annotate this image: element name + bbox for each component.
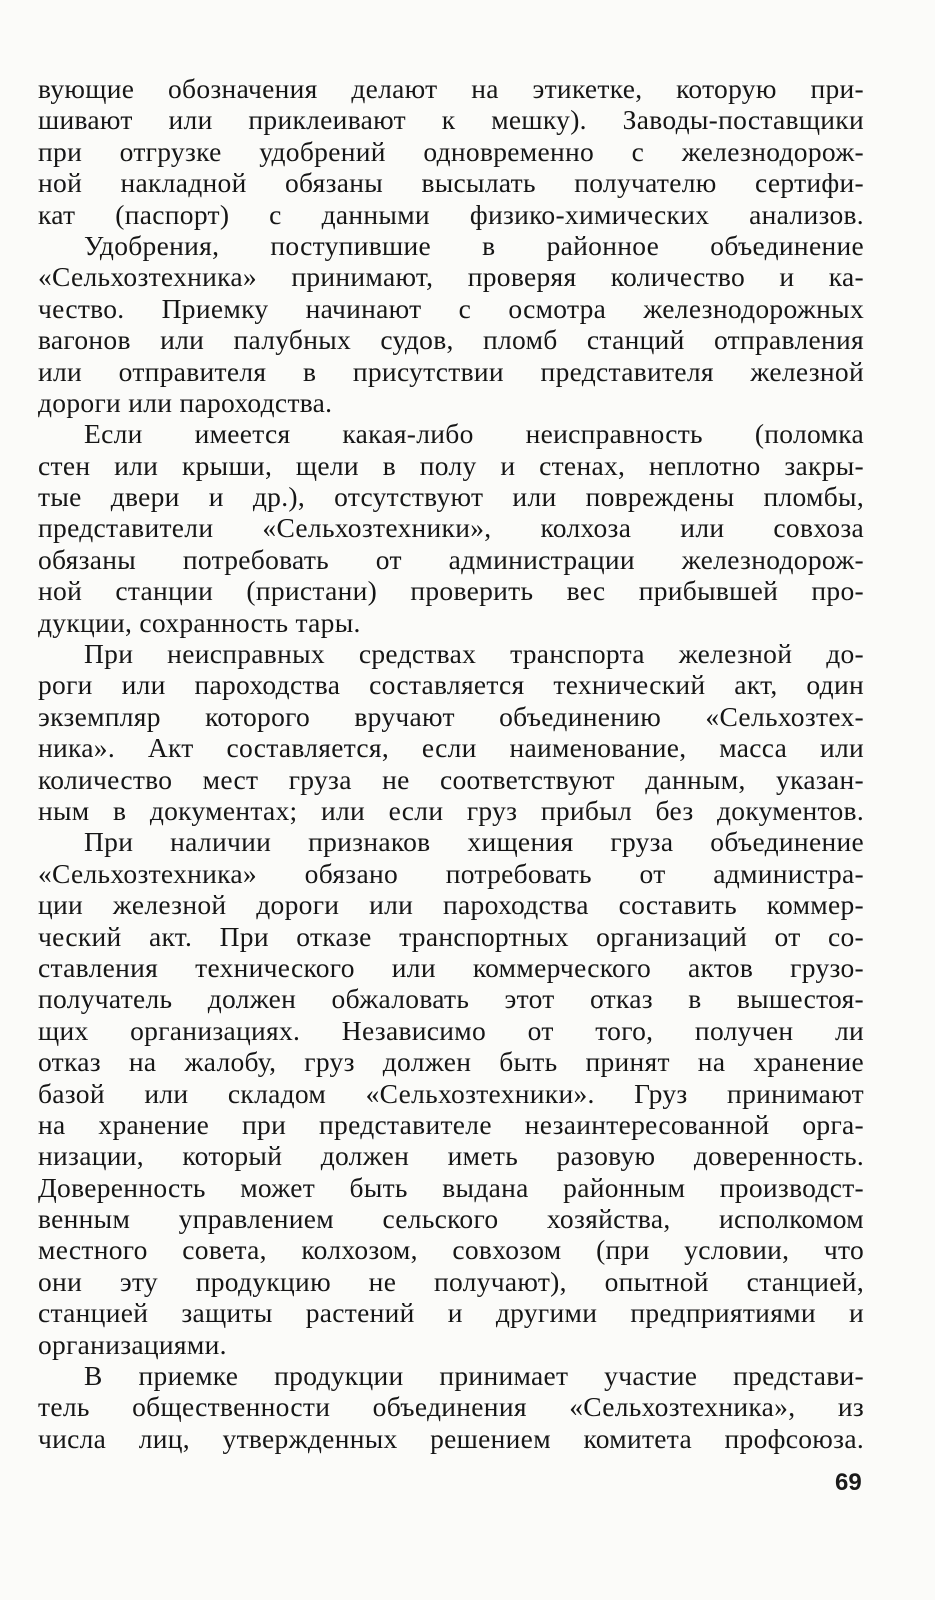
text-line: вующие обозначения делают на этикетке, которую при- <box>38 73 864 104</box>
text-line: ции железной дороги или пароходства составить коммер- <box>38 889 864 921</box>
text-line: ной станции (пристани) проверить вес прибывшей про- <box>38 575 864 607</box>
text-line: количество мест груза не соответствуют данным, указан- <box>38 763 864 795</box>
text-line: обязаны потребовать от администрации железнодорож- <box>38 543 864 575</box>
text-line: «Сельхозтехника» принимают, проверяя количество и ка- <box>38 261 864 293</box>
text-line: организациями. <box>38 1328 227 1360</box>
text-line: щих организациях. Независимо от того, получен ли <box>38 1014 864 1046</box>
text-line: на хранение при представителе незаинтересованной орга- <box>38 1108 864 1140</box>
text-line: шивают или приклеивают к мешку). Заводы-поставщики <box>38 104 864 136</box>
text-line: чество. Приемку начинают с осмотра железнодорожных <box>38 292 864 324</box>
text-line: дукции, сохранность тары. <box>38 606 361 638</box>
text-line: ным в документах; или если груз прибыл без документов. <box>38 794 864 826</box>
text-line: Удобрения, поступившие в районное объединение <box>84 229 864 261</box>
text-line: тель общественности объединения «Сельхозтехника», из <box>38 1391 864 1423</box>
page-number: 69 <box>835 1469 862 1496</box>
text-line: местного совета, колхозом, совхозом (при условии, что <box>38 1234 864 1266</box>
text-line: При неисправных средствах транспорта железной до- <box>84 638 864 670</box>
text-line: ника». Акт составляется, если наименование, масса или <box>38 732 864 764</box>
text-line: стен или крыши, щели в полу и стенах, неплотно закры- <box>38 449 864 481</box>
body-text <box>38 73 864 1454</box>
text-line: отказ на жалобу, груз должен быть принят на хранение <box>38 1046 864 1078</box>
text-line: «Сельхозтехника» обязано потребовать от администра- <box>38 857 864 889</box>
text-line: вагонов или палубных судов, пломб станций отправления <box>38 324 864 356</box>
text-line: получатель должен обжаловать этот отказ в вышестоя- <box>38 983 864 1015</box>
text-line: ной накладной обязаны высылать получателю сертифи- <box>38 167 864 199</box>
text-line: числа лиц, утвержденных решением комитета профсоюза. <box>38 1422 864 1454</box>
text-line: базой или складом «Сельхозтехники». Груз принимают <box>38 1077 864 1109</box>
text-line: При наличии признаков хищения груза объединение <box>84 826 864 858</box>
text-line: дороги или пароходства. <box>38 386 333 418</box>
text-line: представители «Сельхозтехники», колхоза или совхоза <box>38 512 864 544</box>
text-line: роги или пароходства составляется технический акт, один <box>38 669 864 701</box>
text-line: Доверенность может быть выдана районным производст- <box>38 1171 864 1203</box>
text-line: тые двери и др.), отсутствуют или повреждены пломбы, <box>38 481 864 513</box>
text-line: или отправителя в присутствии представителя железной <box>38 355 864 387</box>
text-line: они эту продукцию не получают), опытной станцией, <box>38 1265 864 1297</box>
text-line: кат (паспорт) с данными физико-химических анализов. <box>38 198 864 230</box>
text-line: экземпляр которого вручают объединению «Сельхозтех- <box>38 700 864 732</box>
text-line: Если имеется какая-либо неисправность (поломка <box>84 418 864 450</box>
text-line: ческий акт. При отказе транспортных организаций от со- <box>38 920 864 952</box>
text-line: при отгрузке удобрений одновременно с железнодорож- <box>38 135 864 167</box>
text-line: В приемке продукции принимает участие представи- <box>84 1360 864 1392</box>
text-line: ставления технического или коммерческого актов грузо- <box>38 951 864 983</box>
text-line: станцией защиты растений и другими предприятиями и <box>38 1297 864 1329</box>
text-line: венным управлением сельского хозяйства, исполкомом <box>38 1203 864 1235</box>
text-line: низации, который должен иметь разовую доверенность. <box>38 1140 864 1172</box>
